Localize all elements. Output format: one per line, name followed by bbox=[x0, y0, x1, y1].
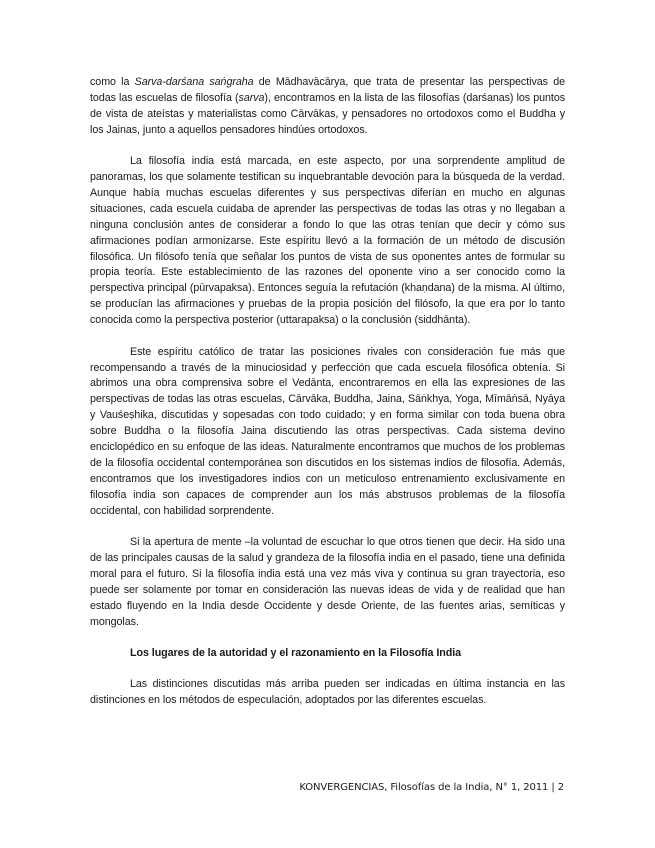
page-footer bbox=[299, 781, 564, 795]
paragraph-5: Las distinciones discutidas más arriba pueden ser indicadas en última instancia en las distinciones en los métodos de especulación, adoptados por las diferentes escuelas. bbox=[90, 678, 565, 707]
page-number: 2 bbox=[557, 782, 564, 793]
paragraph-1 bbox=[90, 75, 565, 139]
p1-sarva-italic: sarva bbox=[238, 91, 265, 104]
section-heading: Los lugares de la autoridad y el razonamiento en la Filosofía India bbox=[130, 647, 462, 659]
p1-text-c: de Mādhavācārya, que trata de presentar las perspectivas de todas las escuelas de filosofía ( bbox=[90, 76, 565, 104]
paragraph-4: Si la apertura de mente –la voluntad de escuchar lo que otros tienen que decir. Ha sido una de las principales causas de la salud y grandeza de la filosofía india en el pasado, tiene una definida moral para el futuro. Si la filosofía india está una vez más viva y continua su gran trayectoria, eso puede ser solamente por tomar en consideración las nuevas ideas de vida y de realidad que han estado fluyendo en la India desde Occidente y desde Oriente, de las fuentes arias, semíticas y mongolas. bbox=[90, 536, 565, 628]
footer-journal: KONVERGENCIAS bbox=[299, 782, 385, 793]
p1-text-e: ), encontramos en la lista de las filosofías (darśanas) los puntos de vista de ateístas y materialistas como Cārvākas, y pensadores no ortodoxos como el Buddha y los Jainas, junto a aquellos pensadores hindúes ortodoxos. bbox=[90, 91, 566, 136]
page-body bbox=[90, 75, 565, 709]
paragraph-3: Este espíritu católico de tratar las posiciones rivales con consideración fue más que recompensando a través de la minuciosidad y perfección que cada escuela filosófica obtenía. Si abrimos una obra comprensiva sobre el Vedānta, encontraremos en ella las expresiones de las perspectivas de todas las otras escuelas, Cārvāka, Buddha, Jaina, Sāṅkhya, Yoga, Mīmāṅsā, Nyāya y Vauśeṣhika, discutidas y sopesadas con todo cuidado; y en forma similar con toda buena obra sobre Buddha o la filosofía Jaina discutiendo las otras perspectivas. Cada sistema devino enciclopédico en su enfoque de las ideas. Naturalmente encontramos que muchos de los problemas de la filosofía occidental contemporánea son discutidos en los sistemas indios de filosofía. Además, encontramos que los investigadores indios con un meticuloso entrenamiento exclusivamente en filosofía india son capaces de comprender aun los más abstrusos problemas de la filosofía occidental, con habilidad sorprendente. bbox=[90, 345, 565, 517]
p1-text-a: como la bbox=[90, 76, 135, 88]
footer-separator: | bbox=[548, 782, 558, 793]
p1-title-italic: Sarva-darśana saṅgraha bbox=[134, 76, 254, 88]
paragraph-2: La filosofía india está marcada, en este aspecto, por una sorprendente amplitud de panoramas, los que solamente testifican su inquebrantable devoción para la búsqueda de la verdad. Aunque había muchas escuelas diferentes y sus perspectivas diferían en mucho en algunas situaciones, cada escuela cuidaba de aprender las perspectivas de todas las otras y no llegaban a ninguna conclusión antes de considerar a fondo lo que las otras tenían que decir y cómo sus afirmaciones podían armonizarse. Este espíritu llevó a la formación de un método de discusión filosófica. Un filósofo tenía que señalar los puntos de vista de sus oponentes antes de formular su propia teoría. Este establecimiento de las razones del oponente vino a ser conocido como la perspectiva principal (pūrvapaksa). Entonces seguía la refutación (khaṇdana) de la misma. Al último, se producían las afirmaciones y pruebas de la propia posición del filósofo, la que era por lo tanto conocida como la perspectiva posterior (uttarapaksa) o la conclusión (siddhānta). bbox=[90, 155, 565, 327]
footer-details: , Filosofías de la India, N° 1, 2011 bbox=[384, 782, 549, 793]
